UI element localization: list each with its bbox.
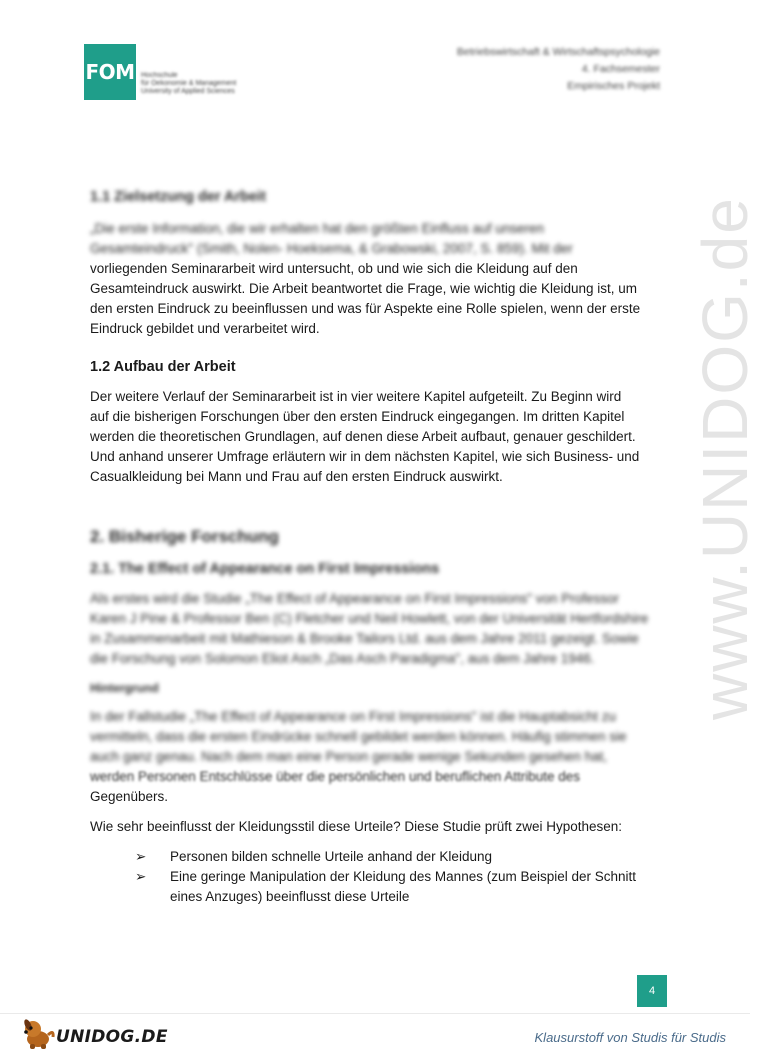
paragraph-line: in Zusammenarbeit mit Mathieson & Brooke Tailors Ltd. aus dem Jahre 2011 gezeigt. Sowie — [90, 631, 639, 646]
paragraph-line: Gesamteindruck auswirkt. Die Arbeit beantwortet die Frage, wie wichtig die Kleidung ist, um — [90, 281, 638, 296]
dog-icon — [22, 1015, 58, 1051]
heading-1-2: 1.2 Aufbau der Arbeit — [90, 359, 236, 375]
paragraph-line: die Forschung von Solomon Eliot Asch „Das Asch Paradigma", aus dem Jahre 1946. — [90, 651, 595, 666]
page-number: 4 — [637, 975, 667, 1007]
brand-name: UNIDOG.DE — [56, 1027, 168, 1047]
footer-divider — [0, 1013, 750, 1014]
paragraph-line: auch ganz genau. Nach dem man eine Person gerade wenige Sekunden gesehen hat, — [90, 749, 608, 764]
heading-2-1: 2.1. The Effect of Appearance on First Impressions — [90, 561, 440, 577]
paragraph-line: Eindruck gebildet und verarbeitet wird. — [90, 321, 320, 336]
paragraph-line: werden Personen Entschlüsse über die persönlichen und beruflichen Attribute des — [90, 769, 581, 784]
paragraph-line: „Die erste Information, die wir erhalten hat den größten Einfluss auf unseren — [90, 221, 544, 236]
paragraph-line: vermitteln, dass die ersten Eindrücke schnell gebildet werden können. Häufig stimmen sie — [90, 729, 627, 744]
fom-logo-subtitle: Hochschule für Oekonomie & Management University of Applied Sciences — [141, 72, 237, 95]
arrow-bullet-icon: ➢ — [135, 869, 147, 884]
paragraph-line: Und anhand unserer Umfrage erläutern wir in dem nächsten Kapitel, wie sich Business- und — [90, 449, 640, 464]
paragraph-line: Als erstes wird die Studie „The Effect of Appearance on First Impressions" von Professor — [90, 591, 620, 606]
list-item: eines Anzuges) beeinflusst diese Urteile — [170, 889, 410, 904]
paragraph-line: Karen J Pine & Professor Ben (C) Fletcher und Neil Howlett, von der Universität Hertfordshire — [90, 611, 649, 626]
hypotheses-question: Wie sehr beeinflusst der Kleidungsstil diese Urteile? Diese Studie prüft zwei Hypothesen: — [90, 819, 623, 834]
arrow-bullet-icon: ➢ — [135, 849, 147, 864]
paragraph-line: werden die theoretischen Grundlagen, auf denen diese Arbeit aufbaut, genauer geschildert. — [90, 429, 636, 444]
paragraph-line: auf die bisherigen Forschungen über den ersten Eindruck eingegangen. Im dritten Kapitel — [90, 409, 625, 424]
paragraph-line: Gesamteindruck" (Smith, Nolen- Hoeksema, & Grabowski, 2007, S. 859). Mit der — [90, 241, 573, 256]
paragraph-line: Gegenübers. — [90, 789, 169, 804]
heading-2: 2. Bisherige Forschung — [90, 527, 279, 546]
paragraph-line: den ersten Eindruck zu beeinflussen und was für Aspekte eine Rolle spielen, wenn der erste — [90, 301, 641, 316]
paragraph-line: Der weitere Verlauf der Seminararbeit ist in vier weitere Kapitel aufgeteilt. Zu Beginn wird — [90, 389, 622, 404]
header-line: Betriebswirtschaft & Wirtschaftspsychologie — [456, 46, 660, 58]
fom-logo: FOM — [84, 44, 136, 100]
heading-1-1: 1.1 Zielsetzung der Arbeit — [90, 189, 266, 205]
paragraph-line: vorliegenden Seminararbeit wird untersucht, ob und wie sich die Kleidung auf den — [90, 261, 578, 276]
header-line: Empirisches Projekt — [567, 80, 660, 92]
unidog-brand[interactable] — [22, 1015, 168, 1051]
main-content — [90, 185, 660, 907]
watermark: www.UNIDOG.de — [689, 196, 761, 720]
heading-hintergrund: Hintergrund — [90, 681, 159, 695]
list-item: ➢ Personen bilden schnelle Urteile anhand der Kleidung — [90, 847, 660, 867]
paragraph-line: Casualkleidung bei Mann und Frau auf den ersten Eindruck auswirkt. — [90, 469, 503, 484]
header-info — [457, 44, 660, 95]
header-line: 4. Fachsemester — [581, 63, 660, 75]
hypotheses-list — [90, 847, 660, 907]
list-item: ➢ Eine geringe Manipulation der Kleidung des Mannes (zum Beispiel der Schnitt — [90, 867, 660, 887]
paragraph-line: In der Fallstudie „The Effect of Appearance on First Impressions" ist die Hauptabsicht zu — [90, 709, 617, 724]
footer-tagline: Klausurstoff von Studis für Studis — [534, 1030, 726, 1045]
